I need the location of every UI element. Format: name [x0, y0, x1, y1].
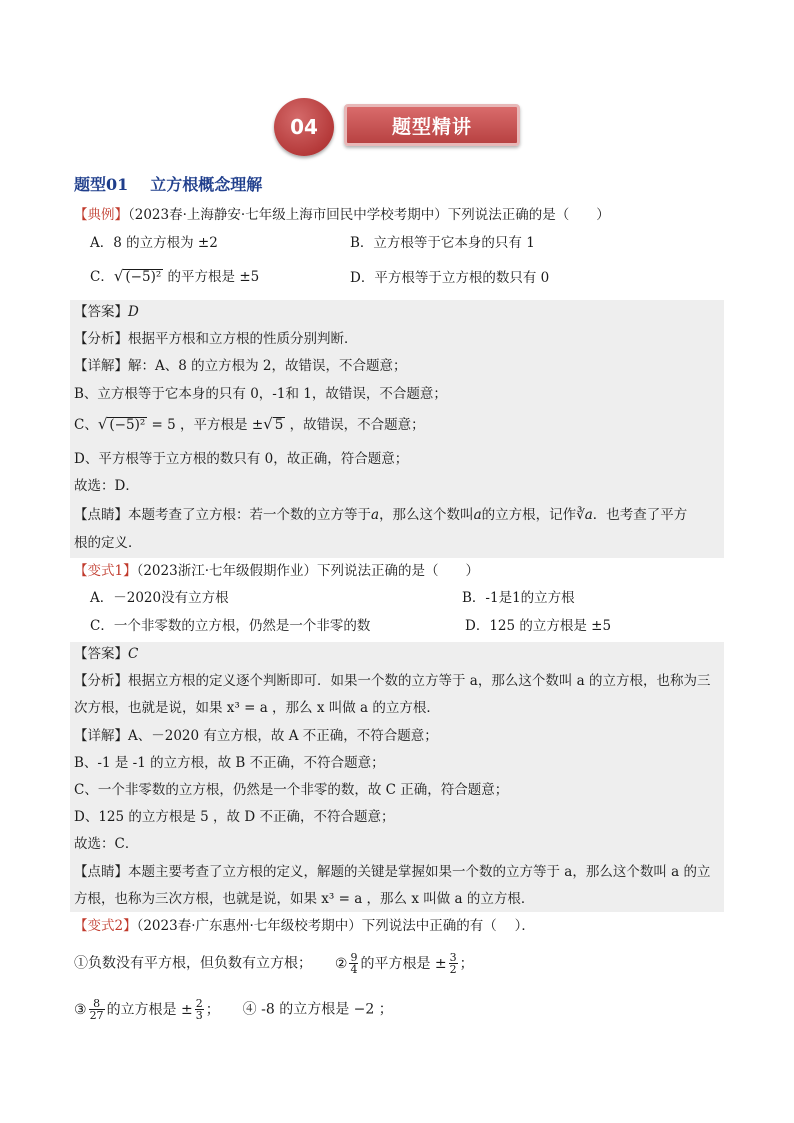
answer-value: D [128, 304, 139, 320]
fraction-numerator: 9 [350, 951, 358, 964]
detail-tag: 【详解】 [74, 358, 128, 374]
example-option-c [90, 266, 259, 287]
variant1-option-b: B．-1是1的立方根 [462, 590, 575, 606]
answer-value: C [128, 646, 139, 662]
comment-tag: 【点睛】 [74, 864, 128, 880]
option-c-expr: (−5)² [125, 269, 162, 285]
variant1-detail-c: C、一个非零数的立方根，仍然是一个非零的数，故 C 正确，符合题意； [74, 782, 509, 798]
variant1-detail-b: B、-1 是 -1 的立方根，故 B 不正确，不符合题意； [74, 755, 385, 771]
topic-title [74, 172, 262, 195]
variant2-item3 [74, 997, 224, 1022]
fraction [349, 952, 358, 975]
comment-text: 本题考查了立方根：若一个数的立方等于 [128, 507, 371, 523]
example-detail-b: B、立方根等于它本身的只有 0，-1和 1，故错误，不合题意； [74, 386, 447, 402]
variant2-tag: 【变式2】 [74, 918, 137, 934]
variant1-comment-line2: 方根，也称为三次方根，也就是说，如果 x³ = a ，那么 x 叫做 a 的立方根． [74, 891, 535, 907]
example-comment-line2: 根的定义． [74, 535, 142, 551]
item2-suffix: ； [459, 955, 474, 972]
variant1-analysis-line2: 次方根，也就是说，如果 x³ = a ，那么 x 叫做 a 的立方根． [74, 700, 440, 716]
detail-tag: 【详解】 [74, 728, 128, 744]
fraction-numerator: 8 [89, 998, 105, 1010]
example-detail-d: D、平方根等于立方根的数只有 0，故正确，符合题意； [74, 451, 409, 467]
fraction-denominator: 4 [350, 963, 358, 976]
variant1-answer [74, 644, 138, 664]
variant2-line2 [74, 998, 393, 1021]
sqrt-symbol: √ [97, 415, 108, 433]
variant1-detail-d: D、125 的立方根是 5 ，故 D 不正确，不符合题意； [74, 809, 395, 825]
variant1-option-c: C．一个非零数的立方根，仍然是一个非零的数 [90, 618, 371, 634]
fraction-denominator: 3 [195, 1009, 203, 1022]
comment-text: 的立方根，记作 [481, 507, 577, 523]
detail-c-suffix: ，故错误，不合题意； [285, 417, 425, 433]
detail-c-mid: = 5 ，平方根是 ± [147, 417, 264, 433]
variant2-source: （2023春·广东惠州·七年级校考期中）下列说法中正确的有（ ）． [136, 918, 535, 934]
example-detail-a [74, 356, 407, 376]
fraction [195, 998, 204, 1021]
fraction [89, 998, 105, 1021]
variant1-detail-a [74, 726, 438, 746]
analysis-text: 根据立方根的定义逐个判断即可．如果一个数的立方等于 a，那么这个数叫 a 的立方根，也称为三 [128, 673, 711, 689]
comment-var: a [473, 507, 482, 523]
variant1-option-d: D．125 的立方根是 ±5 [465, 618, 612, 634]
variant1-analysis-line1 [74, 671, 710, 691]
item2-prefix: ② [334, 955, 348, 972]
variant1-comment-line1 [74, 862, 710, 882]
comment-text: ，那么这个数叫 [379, 507, 474, 523]
item3-suffix: ； [205, 1001, 220, 1018]
sqrt-symbol: √ [113, 267, 124, 285]
comment-text: 本题主要考查了立方根的定义，解题的关键是掌握如果一个数的立方等于 a，那么这个数叫 a 的立 [128, 864, 711, 880]
fraction-denominator: 27 [89, 1009, 104, 1022]
detail-a-text: A、－2020 有立方根，故 A 不正确，不符合题意； [128, 728, 438, 744]
option-c-suffix: 的平方根是 ±5 [163, 269, 260, 285]
comment-var: a [371, 507, 380, 523]
fraction [449, 952, 458, 975]
option-c-prefix: C． [90, 269, 114, 285]
example-analysis [74, 329, 358, 349]
topic-name: 立方根概念理解 [150, 175, 263, 194]
detail-a-text: 解：A、8 的立方根为 2，故错误，不合题意； [128, 358, 407, 374]
detail-c-expr: (−5)² [109, 417, 146, 433]
fraction-numerator: 3 [449, 951, 457, 964]
section-header [274, 98, 522, 156]
variant2-item1: ①负数没有平方根，但负数有立方根； [74, 955, 312, 972]
section-number-badge: 04 [274, 98, 334, 156]
example-option-a: A．8 的立方根为 ±2 [90, 235, 218, 251]
analysis-text: 根据平方根和立方根的性质分别判断． [128, 331, 358, 347]
example-detail-c [74, 414, 425, 435]
variant2-item4: ④ -8 的立方根是 −2 ； [242, 1001, 393, 1018]
variant2-item2 [334, 951, 474, 976]
item2-mid: 的平方根是 ± [360, 955, 447, 972]
example-option-b: B．立方根等于它本身的只有 1 [350, 235, 535, 251]
comment-text: ．也考查了平方 [592, 507, 688, 523]
analysis-tag: 【分析】 [74, 331, 128, 347]
topic-label: 题型01 [74, 175, 129, 194]
variant1-source: （2023浙江·七年级假期作业）下列说法正确的是（ ） [136, 563, 479, 579]
analysis-tag: 【分析】 [74, 673, 128, 689]
sqrt-symbol: √ [263, 415, 273, 433]
cube-root-expr: ∛a [576, 507, 593, 523]
variant1-question [74, 561, 479, 581]
fraction-denominator: 2 [449, 963, 457, 976]
comment-tag: 【点睛】 [74, 507, 128, 523]
detail-c-sqrt: 5 [274, 417, 284, 433]
answer-tag: 【答案】 [74, 646, 128, 662]
detail-c-prefix: C、 [74, 417, 98, 433]
variant2-question [74, 916, 535, 936]
variant1-option-a: A．－2020没有立方根 [90, 590, 229, 606]
fraction-numerator: 2 [195, 997, 203, 1010]
example-source: （2023春·上海静安·七年级上海市回民中学校考期中）下列说法正确的是（ ） [128, 207, 610, 223]
example-choice: 故选：D． [74, 478, 139, 494]
item3-prefix: ③ [74, 1001, 87, 1018]
section-title-banner: 题型精讲 [344, 104, 520, 146]
example-comment-line1 [74, 505, 687, 525]
example-question [74, 205, 610, 225]
item3-mid: 的立方根是 ± [106, 1001, 193, 1018]
example-option-d: D．平方根等于立方根的数只有 0 [350, 270, 550, 286]
variant2-line1 [74, 952, 474, 975]
example-tag: 【典例】 [74, 207, 128, 223]
variant1-choice: 故选：C． [74, 836, 139, 852]
answer-tag: 【答案】 [74, 304, 128, 320]
variant1-tag: 【变式1】 [74, 563, 137, 579]
example-answer [74, 302, 139, 322]
